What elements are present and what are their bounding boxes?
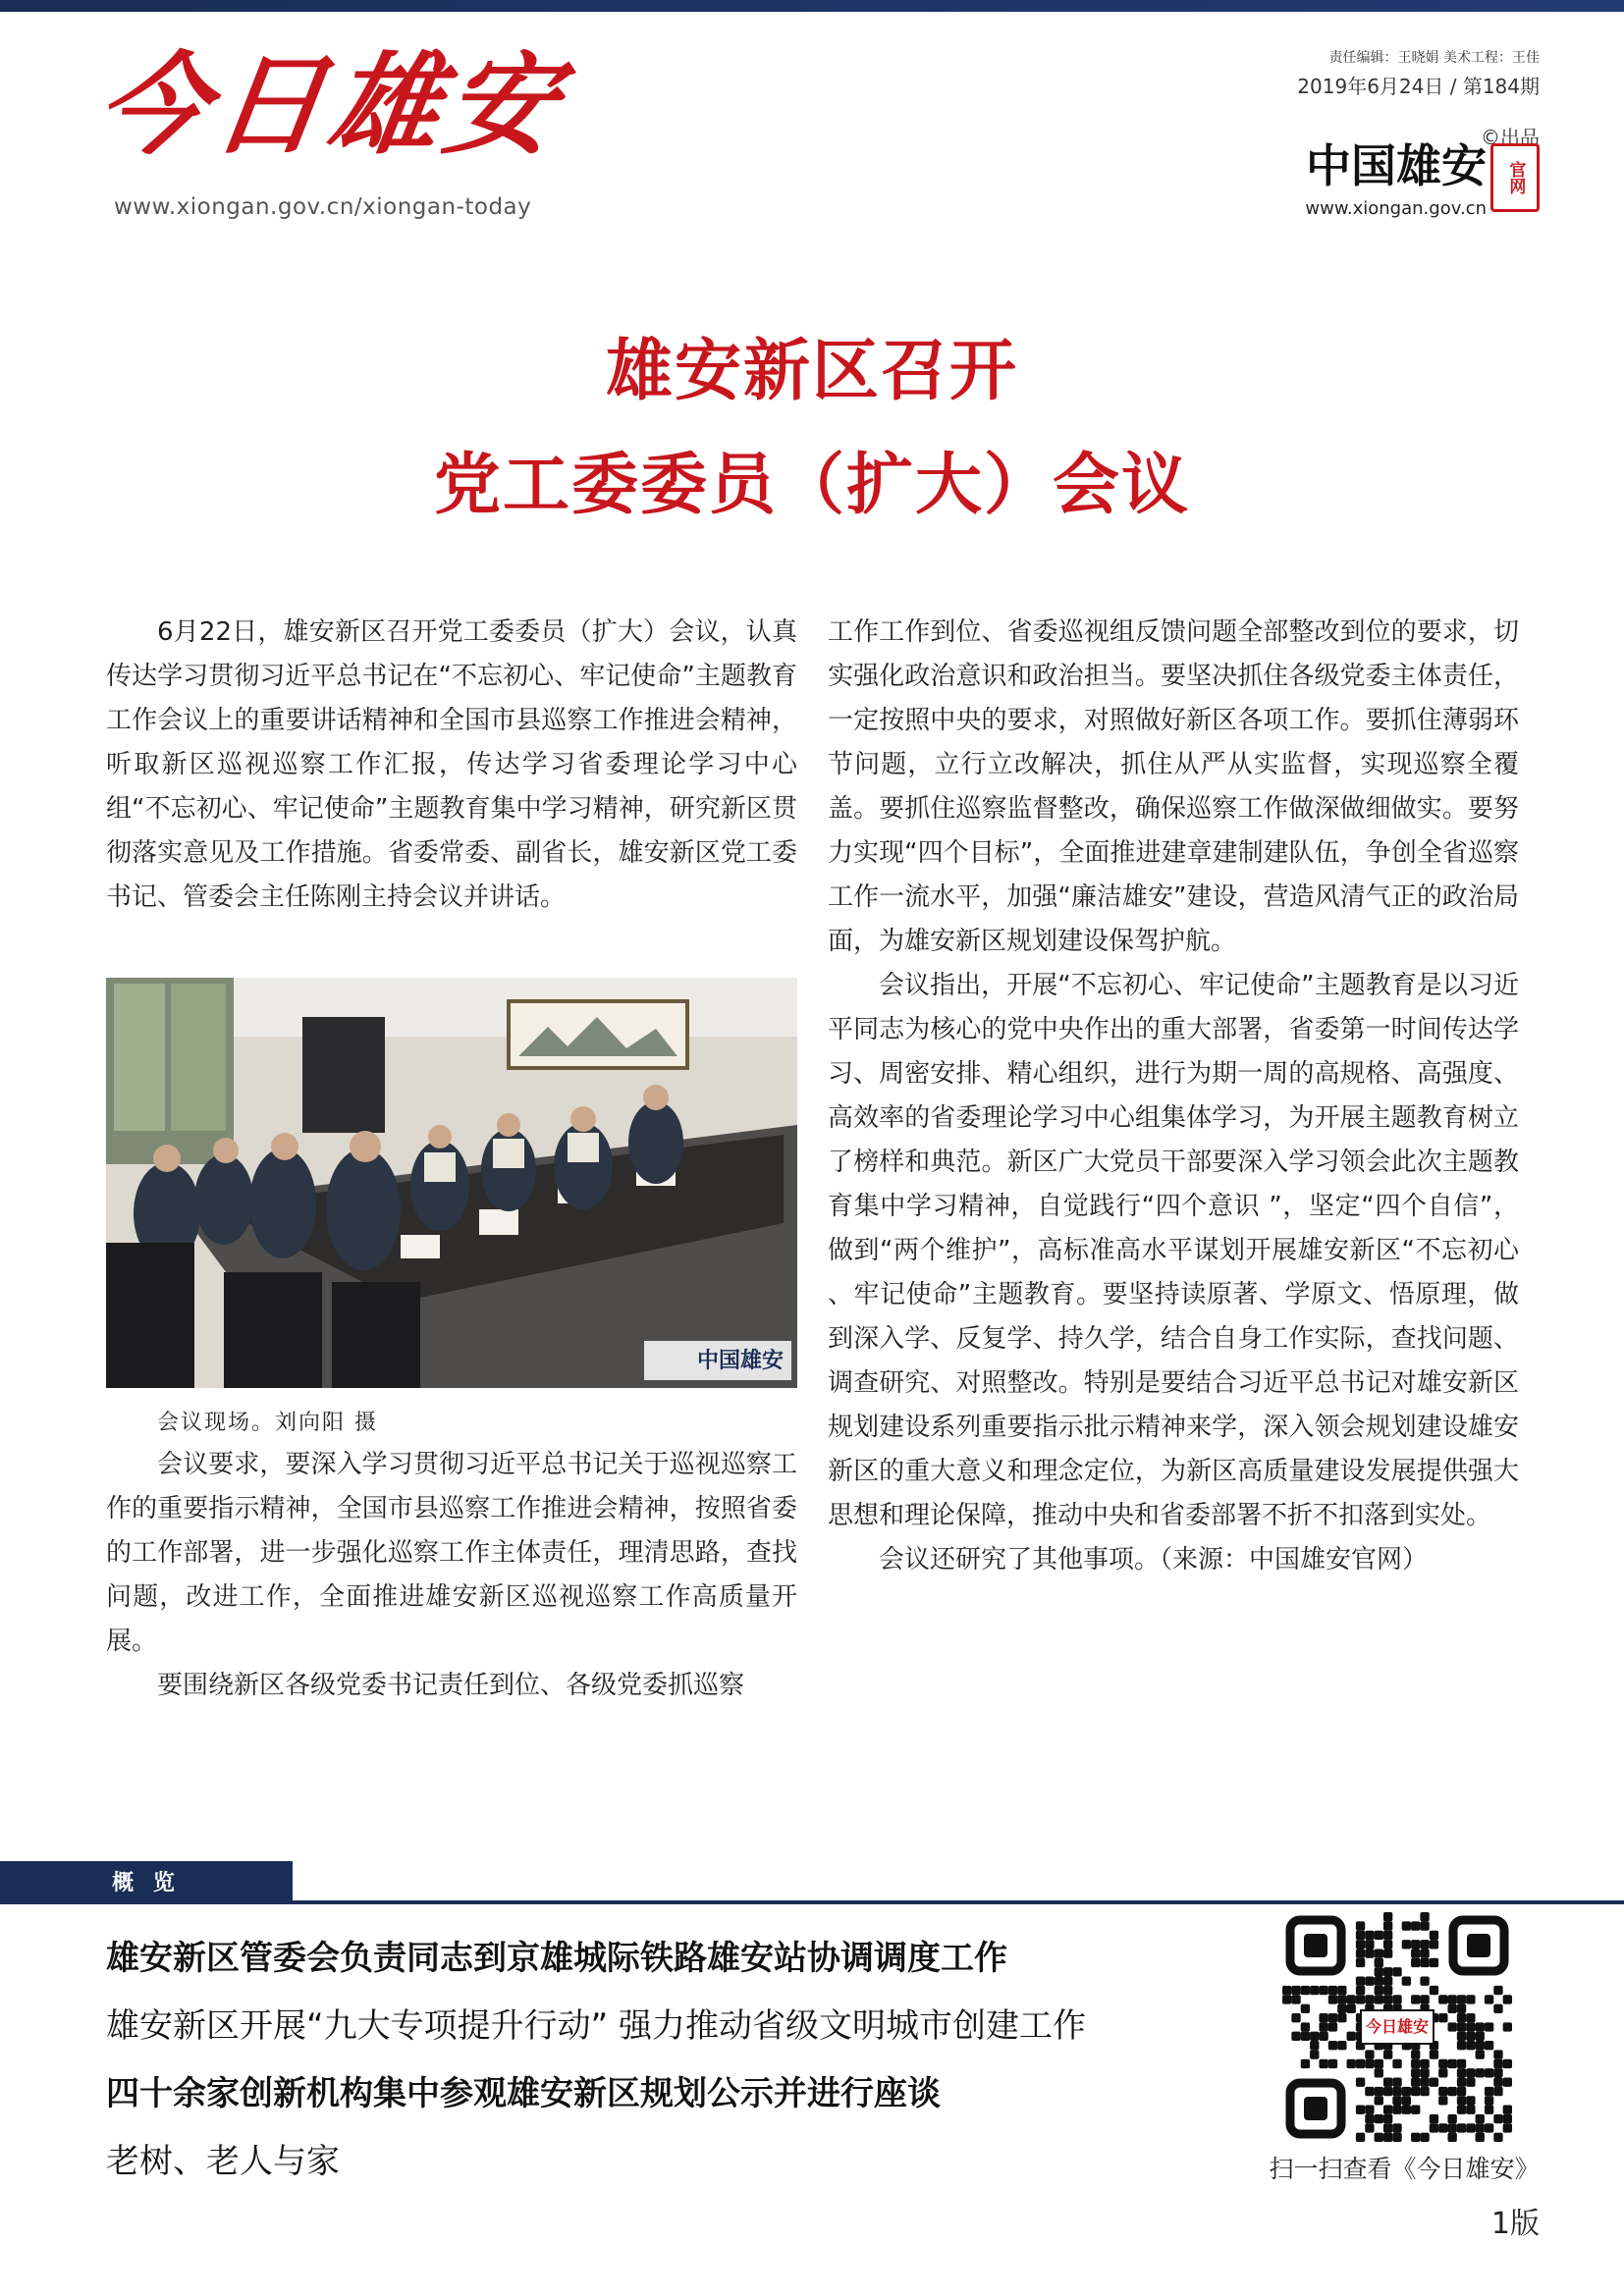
article-column-right [828,611,1519,1582]
photo-watermark: 中国雄安 [696,1348,784,1373]
article-paragraph: 6月22日，雄安新区召开党工委委员（扩大）会议，认真传达学习贯彻习近平总书记在“不忘初心、牢记使命”主题教育工作会议上的重要讲话精神和全国市县巡察工作推进会精神，听取新区巡视巡察工作汇报，传达学习省委理论学习中心组“不忘初心、牢记使命”主题教育集中学习精神，研究新区贯彻落实意见及工作措施。省委常委、副省长，雄安新区党工委书记、管委会主任陈刚主持会议并讲话。 [106,617,797,912]
produced-by: ©出品 [1481,126,1540,149]
brand-seal-text: 官网 [1505,161,1526,194]
brand-seal-icon [1490,143,1540,212]
article-paragraph: 会议要求，要深入学习贯彻习近平总书记关于巡视巡察工作的重要指示精神，全国市县巡察工作推进会精神，按照省委的工作部署，进一步强化巡察工作主体责任，理清思路，查找问题，改进工作，全面推进雄安新区巡视巡察工作高质量开展。 [106,1450,797,1656]
page-number: 1版 [1490,2207,1540,2241]
article-column-left-top [106,611,797,920]
article-paragraph: 要围绕新区各级党委书记责任到位、各级党委抓巡察 [157,1671,745,1700]
overview-section-tab: 概 览 [0,1861,293,1900]
overview-item[interactable]: 雄安新区开展“九大专项提升行动” 强力推动省级文明城市创建工作 [106,2006,1087,2046]
overview-item[interactable]: 四十余家创新机构集中参观雄安新区规划公示并进行座谈 [106,2074,941,2113]
top-bar [0,0,1624,12]
headline-line-2: 党工委委员（扩大）会议 [433,446,1190,524]
masthead-url[interactable]: www.xiongan.gov.cn/xiongan-today [114,194,532,220]
issue-date: 2019年6月24日 / 第184期 [1297,75,1540,98]
overview-item[interactable]: 老树、老人与家 [106,2142,340,2181]
qr-center-logo: 今日雄安 [1365,2017,1429,2036]
brand-url[interactable]: www.xiongan.gov.cn [1305,198,1487,219]
brand-logo: 中国雄安 [1306,139,1487,192]
qr-caption: 扫一扫查看《今日雄安》 [1269,2155,1540,2183]
meeting-photo [106,978,797,1388]
headline-line-1: 雄安新区召开 [605,332,1018,410]
overview-divider [0,1900,1624,1904]
article-paragraph-continued: 工作工作到位、省委巡视组反馈问题全部整改到位的要求，切实强化政治意识和政治担当。要坚决抓住各级党委主体责任，一定按照中央的要求，对照做好新区各项工作。要抓住薄弱环节问题，立行立改解决，抓住从严从实监督，实现巡察全覆盖。要抓住巡察监督整改，确保巡察工作做深做细做实。要努力实现“四个目标”，全面推进建章建制建队伍，争创全省巡察工作一流水平，加强“廉洁雄安”建设，营造风清气正的政治局面，为雄安新区规划建设保驾护航。 [828,617,1519,956]
meeting-photo-image [106,978,797,1388]
article-paragraph: 会议还研究了其他事项。（来源：中国雄安官网） [879,1545,1429,1575]
overview-item[interactable]: 雄安新区管委会负责同志到京雄城际铁路雄安站协调调度工作 [106,1939,1007,1978]
photo-caption: 会议现场。刘向阳 摄 [157,1411,378,1435]
masthead-logo: 今日雄安 [88,41,571,170]
article-paragraph: 会议指出，开展“不忘初心、牢记使命”主题教育是以习近平同志为核心的党中央作出的重大部署，省委第一时间传达学习、周密安排、精心组织，进行为期一周的高规格、高强度、高效率的省委理论学习中心组集体学习，为开展主题教育树立了榜样和典范。新区广大党员干部要深入学习领会此次主题教育集中学习精神，自觉践行“四个意识 ”，坚定“四个自信”，做到“两个维护”，高标准高水平谋划开展雄安新区“不忘初心 、牢记使命”主题教育。要坚持读原著、学原文、悟原理，做到深入学、反复学、持久学，结合自身工作实际，查找问题、调查研究、对照整改。特别是要结合习近平总书记对雄安新区规划建设系列重要指示批示精神来学，深入领会规划建设雄安新区的重大意义和理念定位，为新区高质量建设发展提供强大思想和理论保障，推动中央和省委部署不折不扣落到实处。 [828,971,1519,1530]
editors-credit: 责任编辑：王晓娟 美术工程：王佳 [1328,50,1540,66]
article-column-left-bottom [106,1443,797,1708]
qr-code[interactable] [1282,1912,1512,2142]
